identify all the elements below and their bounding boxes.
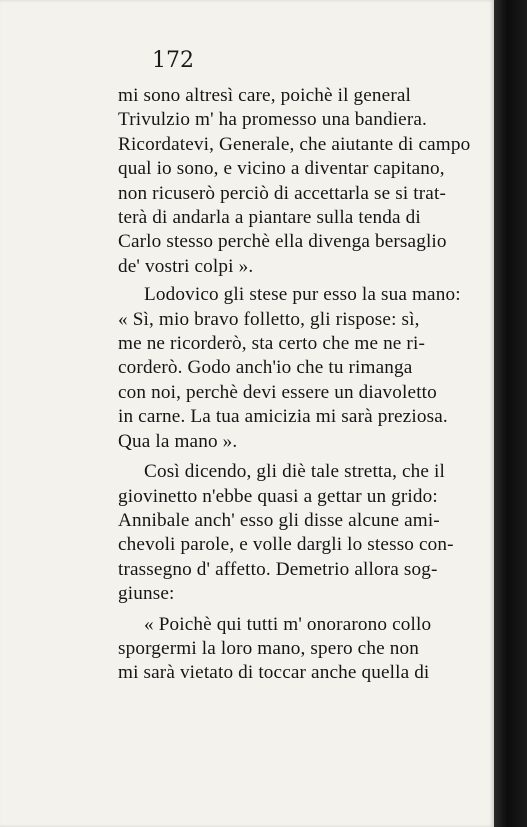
text-line: Qua la mano ». [118, 430, 238, 452]
text-line: con noi, perchè devi essere un diavoletto [118, 381, 437, 403]
text-line: terà di andarla a piantare sulla tenda di [118, 207, 421, 229]
text-line: qual io sono, e vicino a diventar capitano, [118, 158, 445, 180]
text-line: in carne. La tua amicizia mi sarà preziosa. [118, 406, 448, 428]
text-line: trassegno d' affetto. Demetrio allora sog- [118, 558, 438, 580]
text-line: mi sarà vietato di toccar anche quella di [118, 662, 430, 684]
book-spine-shadow [494, 0, 527, 827]
text-line: « Sì, mio bravo folletto, gli rispose: sì, [118, 308, 420, 330]
text-line: « Poichè qui tutti m' onorarono collo [144, 613, 432, 635]
paragraph-4 [118, 613, 486, 686]
text-line: non ricuserò perciò di accettarla se si trat- [118, 182, 446, 204]
text-line: mi sono altresì care, poichè il general [118, 85, 412, 106]
text-line: Annibale anch' esso gli disse alcune ami- [118, 509, 440, 531]
paragraph-2 [118, 283, 486, 454]
text-line: Così dicendo, gli diè tale stretta, che il [144, 461, 445, 483]
body-text [118, 84, 486, 686]
text-line: Lodovico gli stese pur esso la sua mano: [144, 284, 461, 306]
text-line: giovinetto n'ebbe quasi a gettar un grido: [118, 485, 438, 507]
paragraph-1 [118, 84, 486, 279]
text-line: me ne ricorderò, sta certo che me ne ri- [118, 333, 425, 355]
text-line: chevoli parole, e volle dargli lo stesso con- [118, 534, 454, 556]
page-number: 172 [152, 48, 194, 73]
text-line: sporgermi la loro mano, spero che non [118, 637, 419, 659]
paragraph-3 [118, 460, 486, 606]
text-line: de' vostri colpi ». [118, 255, 254, 277]
text-line: giunse: [118, 583, 175, 605]
text-line: corderò. Godo anch'io che tu rimanga [118, 357, 413, 379]
text-line: Carlo stesso perchè ella divenga bersaglio [118, 231, 447, 253]
text-line: Ricordatevi, Generale, che aiutante di campo [118, 133, 471, 155]
text-line: Trivulzio m' ha promesso una bandiera. [118, 109, 427, 131]
